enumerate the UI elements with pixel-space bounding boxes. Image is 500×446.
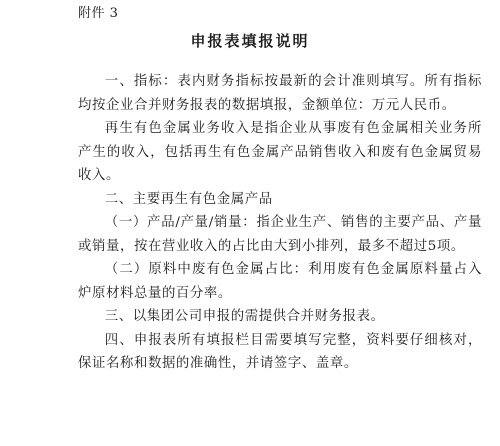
document-title: 申报表填报说明 (190, 32, 310, 50)
paragraph-scrap-ratio: （二）原料中废有色金属占比：利用废有色金属原料量占入炉原材料总量的百分率。 (78, 262, 482, 301)
paragraph-products-output-sales: （一）产品/产量/销量：指企业生产、销售的主要产品、产量或销量，按在营业收入的占比由大到小排列，最多不超过5项。 (78, 215, 482, 254)
paragraph-indicators: 一、指标：表内财务指标按最新的会计准则填写。所有指标均按企业合并财务报表的数据填报，金额单位：万元人民币。 (78, 74, 482, 113)
paragraph-section-products: 二、主要再生有色金属产品 (104, 191, 273, 207)
attachment-label: 附件 3 (78, 6, 119, 21)
paragraph-revenue-definition: 再生有色金属业务收入是指企业从事废有色金属相关业务所产生的收入，包括再生有色金属产品销售收入和废有色金属贸易收入。 (78, 121, 482, 183)
document-body (78, 70, 482, 376)
paragraph-completeness: 四、申报表所有填报栏目需要填写完整，资料要仔细核对，保证名称和数据的准确性，并请签字、盖章。 (78, 332, 482, 371)
paragraph-group-statements: 三、以集团公司申报的需提供合并财务报表。 (104, 309, 385, 324)
